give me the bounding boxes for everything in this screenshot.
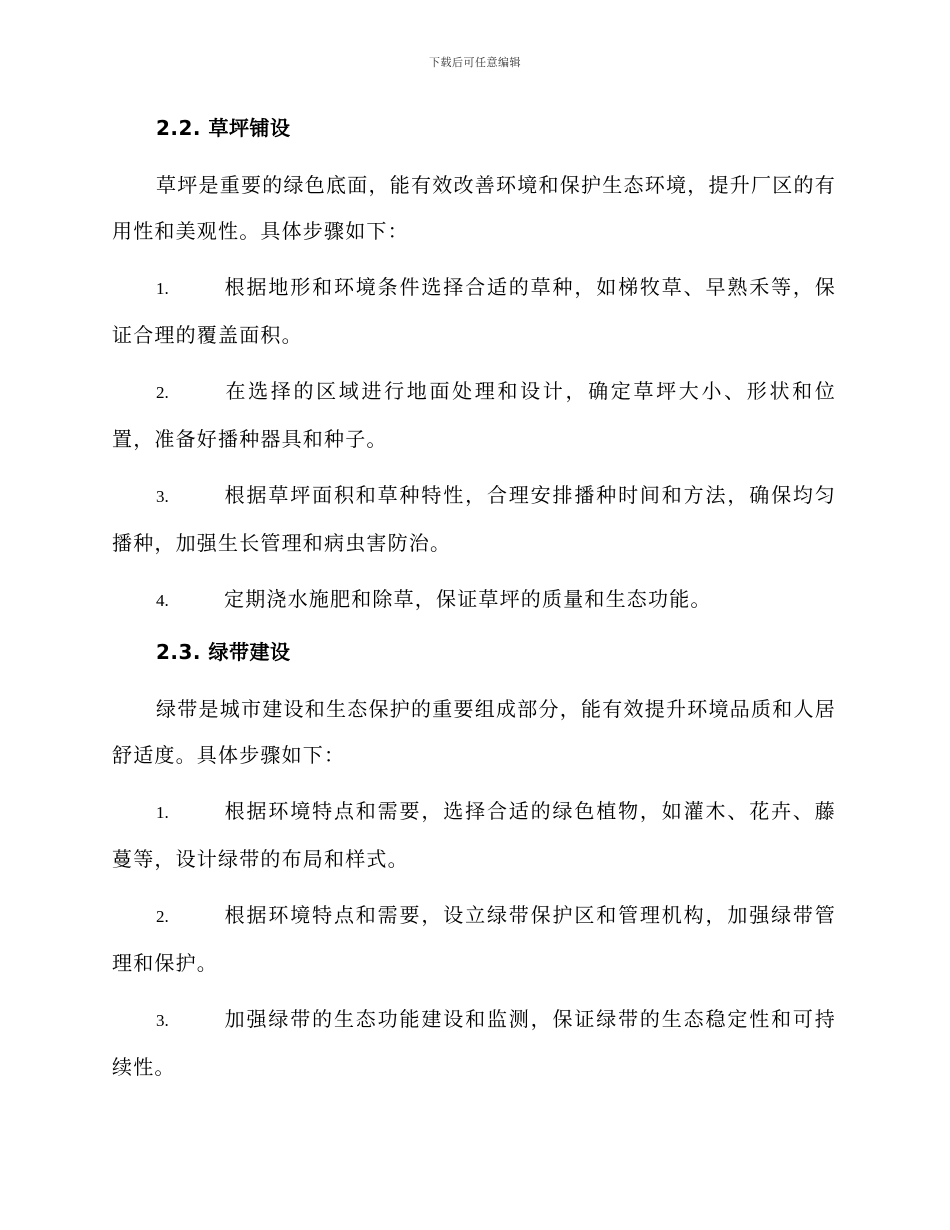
list-number: 2. (156, 907, 169, 926)
list-text: 在选择的区域进行地面处理和设计，确定草坪大小、形状和位置，准备好播种器具和种子。 (112, 379, 836, 451)
list-text: 加强绿带的生态功能建设和监测，保证绿带的生态稳定性和可持续性。 (112, 1007, 836, 1079)
list-item (112, 472, 836, 566)
list-item (112, 788, 836, 882)
list-item (112, 892, 836, 986)
list-number: 1. (156, 279, 169, 298)
list-text: 根据环境特点和需要，设立绿带保护区和管理机构，加强绿带管理和保护。 (112, 903, 836, 975)
section-intro: 绿带是城市建设和生态保护的重要组成部分，能有效提升环境品质和人居舒适度。具体步骤如下： (112, 697, 836, 767)
list-item (112, 368, 836, 462)
section-heading: 2.2. 草坪铺设 (156, 116, 291, 140)
list-number: 2. (156, 383, 169, 402)
list-number: 4. (156, 591, 169, 610)
header-note: 下载后可任意编辑 (429, 56, 521, 69)
list-text: 定期浇水施肥和除草，保证草坪的质量和生态功能。 (224, 587, 712, 611)
section-heading: 2.3. 绿带建设 (156, 640, 291, 664)
list-number: 1. (156, 803, 169, 822)
section-2-2 (112, 110, 836, 624)
section-intro: 草坪是重要的绿色底面，能有效改善环境和保护生态环境，提升厂区的有用性和美观性。具体步骤如下： (112, 173, 836, 243)
list-item (112, 264, 836, 358)
list-text: 根据环境特点和需要，选择合适的绿色植物，如灌木、花卉、藤蔓等，设计绿带的布局和样式。 (112, 799, 836, 871)
list-number: 3. (156, 487, 169, 506)
list-item (112, 576, 836, 624)
document-body (112, 110, 836, 1100)
section-2-3 (112, 634, 836, 1090)
list-number: 3. (156, 1011, 169, 1030)
list-item (112, 996, 836, 1090)
list-text: 根据地形和环境条件选择合适的草种，如梯牧草、早熟禾等，保证合理的覆盖面积。 (112, 275, 836, 347)
list-text: 根据草坪面积和草种特性，合理安排播种时间和方法，确保均匀播种，加强生长管理和病虫害防治。 (112, 483, 836, 555)
